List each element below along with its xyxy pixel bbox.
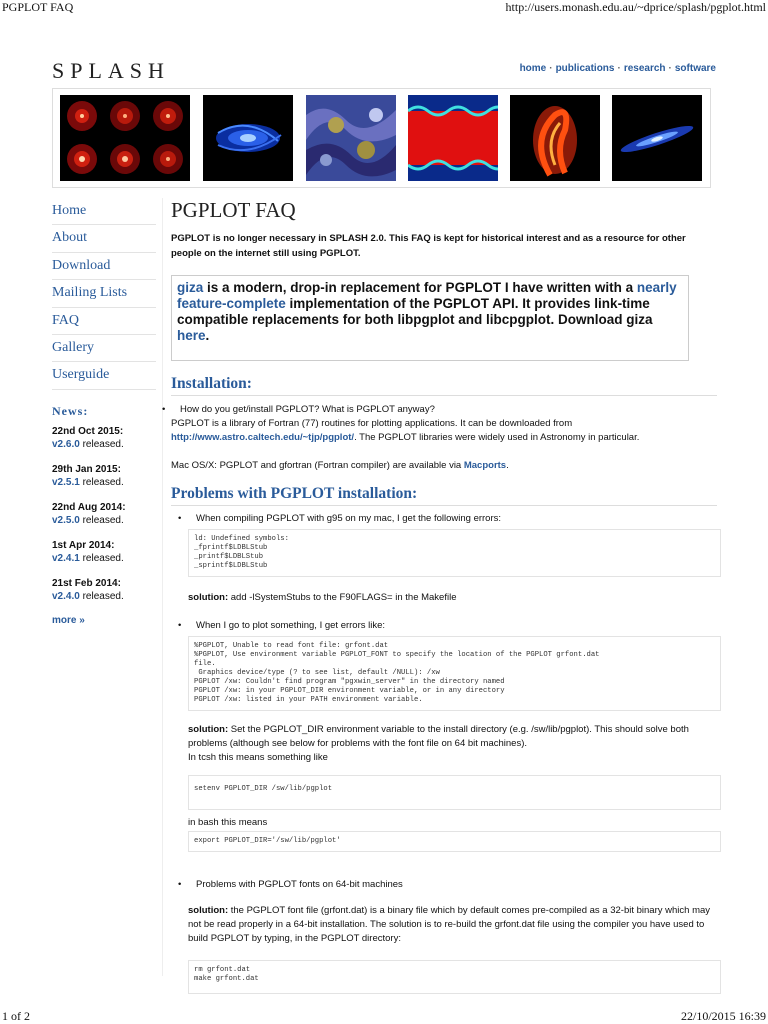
sidebar-nav [52,198,156,390]
giza-download-link[interactable]: here [177,328,206,343]
news-date: 22nd Aug 2014: [52,501,126,513]
more-news-link[interactable]: more » [52,614,85,626]
banner-gallery [52,88,711,188]
kelvin-helmholtz-icon [408,95,498,181]
code-block: ld: Undefined symbols: _fprintf$LDBLStub _printf$LDBLStub _sprintf$LDBLStub [188,529,721,577]
print-page-number: 1 of 2 [2,1009,30,1023]
installation-question: • How do you get/install PGPLOT? What is PGPLOT anyway? [162,403,717,417]
site-logo[interactable]: SPLASH [52,58,170,83]
news-item [52,463,156,489]
disc-simulation-grid-icon [60,95,190,181]
print-footer [0,1009,768,1024]
news-item [52,501,156,527]
edge-on-disc-icon [612,95,702,181]
print-header-title: PGPLOT FAQ [2,0,74,14]
problems-heading: Problems with PGPLOT installation: [171,485,717,506]
installation-answer-text-2: . The PGPLOT libraries were widely used in Astronomy in particular. [354,432,640,443]
tcsh-note: In tcsh this means something like [188,752,328,763]
news-heading: News: [52,403,89,418]
sidebar [52,198,156,626]
news-version-link[interactable]: v2.4.1 [52,552,80,564]
faq-item [173,619,717,852]
news-suffix: released. [79,438,124,450]
faq-solution [188,904,717,946]
print-header-url: http://users.monash.edu.au/~dprice/splash/pgplot.html [505,0,766,14]
main-content [171,198,717,994]
print-timestamp: 22/10/2015 16:39 [680,1009,766,1023]
sidebar-item-home[interactable]: Home [52,198,156,225]
sidebar-item-gallery[interactable]: Gallery [52,335,156,362]
solution-text: the PGPLOT font file (grfont.dat) is a binary file which by default comes pre-compiled as a 32-bit binary which may not be read properly in a 64-bit installation. The solution is to re-build the grfont.dat file using the compiler you have used to build PGPLOT by typing, in the PGPLOT directory: [188,905,711,944]
bash-note: in bash this means [188,817,268,828]
code-block-tcsh: setenv PGPLOT_DIR /sw/lib/pgplot [188,775,721,810]
sidebar-item-userguide[interactable]: Userguide [52,362,156,389]
news-version-link[interactable]: v2.5.1 [52,476,80,488]
faq-item [173,512,717,605]
giza-text-2: implementation of the PGPLOT API. It provides link-time compatible replacements for both libpgplot and libcpgplot. Download giza [177,296,653,327]
code-block: rm grfont.dat make grfont.dat [188,960,721,994]
faq-question: • When I go to plot something, I get errors like: [178,619,717,633]
solution-text: add -lSystemStubs to the F90FLAGS= in the Makefile [228,592,457,603]
sidebar-item-about[interactable]: About [52,225,156,252]
topnav-research-link[interactable]: research [623,63,666,74]
sidebar-item-mailing-lists[interactable]: Mailing Lists [52,280,156,307]
code-block: %PGPLOT, Unable to read font file: grfont.dat %PGPLOT, Use environment variable PGPLOT_FONT to specify the location of the PGPLOT grfont.dat file. Graphics device/type (? to see list, default /NULL): /xw PGPLOT /xw: Couldn't find program "pgxwin_server" in the directory named PGPLOT /xw: in your PGPLOT_DIR environment variable, or in any directory PGPLOT /xw: listed in your PATH environment variable. [188,636,721,711]
news-item [52,577,156,603]
news-date: 21st Feb 2014: [52,577,121,589]
solution-label: solution: [188,592,229,603]
spiral-galaxy-icon [203,95,293,181]
news-version-link[interactable]: v2.6.0 [52,438,80,450]
news-item [52,539,156,565]
faq-solution [188,591,717,605]
news-suffix: released. [79,552,124,564]
news-date: 22nd Oct 2015: [52,425,124,437]
news-version-link[interactable]: v2.4.0 [52,590,80,602]
column-divider [162,198,163,976]
sidebar-item-faq[interactable]: FAQ [52,308,156,335]
news-suffix: released. [79,514,124,526]
installation-heading: Installation: [171,375,717,396]
faq-item [173,878,717,994]
solution-label: solution: [188,724,229,735]
faq-question: • When compiling PGPLOT with g95 on my mac, I get the following errors: [178,512,717,526]
giza-link[interactable]: giza [177,280,204,295]
sidebar-item-download[interactable]: Download [52,253,156,280]
intro-text: PGPLOT is no longer necessary in SPLASH 2.0. This FAQ is kept for historical interest and as a resource for other people on the internet still using PGPLOT. [171,233,686,259]
faq-question: • Problems with PGPLOT fonts on 64-bit machines [178,878,717,892]
page-title: PGPLOT FAQ [171,198,296,222]
news-suffix: released. [79,590,124,602]
spiral-flame-icon [510,95,600,181]
topnav-publications-link[interactable]: publications [555,63,615,74]
print-header [0,0,768,16]
faq-solution [188,723,717,751]
giza-text-3: . [205,328,210,343]
news-date: 1st Apr 2014: [52,539,115,551]
news-version-link[interactable]: v2.5.0 [52,514,80,526]
turbulence-field-icon [306,95,396,181]
news-suffix: released. [79,476,124,488]
news-item [52,425,156,451]
giza-text-1: is a modern, drop-in replacement for PGPLOT I have written with a [203,280,637,295]
topnav-home-link[interactable]: home [519,63,547,74]
solution-text: Set the PGPLOT_DIR environment variable to the install directory (e.g. /sw/lib/pgplot). This should solve both problems (although see below for problems with the font file on 64 bit machines). [188,724,689,749]
installation-answer [171,417,717,445]
code-block-bash: export PGPLOT_DIR='/sw/lib/pgplot' [188,831,721,852]
topnav-software-link[interactable]: software [674,63,716,74]
giza-callout [171,275,689,361]
mac-note [171,459,717,473]
macports-link[interactable]: Macports [463,460,507,471]
pgplot-download-link[interactable]: http://www.astro.caltech.edu/~tjp/pgplot/ [171,432,355,443]
solution-label: solution: [188,905,229,916]
installation-answer-text-1: PGPLOT is a library of Fortran (77) routines for plotting applications. It can be downloaded from [171,418,573,429]
news-date: 29th Jan 2015: [52,463,121,475]
top-navigation: home · publications · research · software [519,63,716,74]
feature-complete-link[interactable]: nearly feature-complete [177,280,677,311]
mac-note-end: . [506,460,509,471]
mac-note-text: Mac OS/X: PGPLOT and gfortran (Fortran compiler) are available via [171,460,464,471]
